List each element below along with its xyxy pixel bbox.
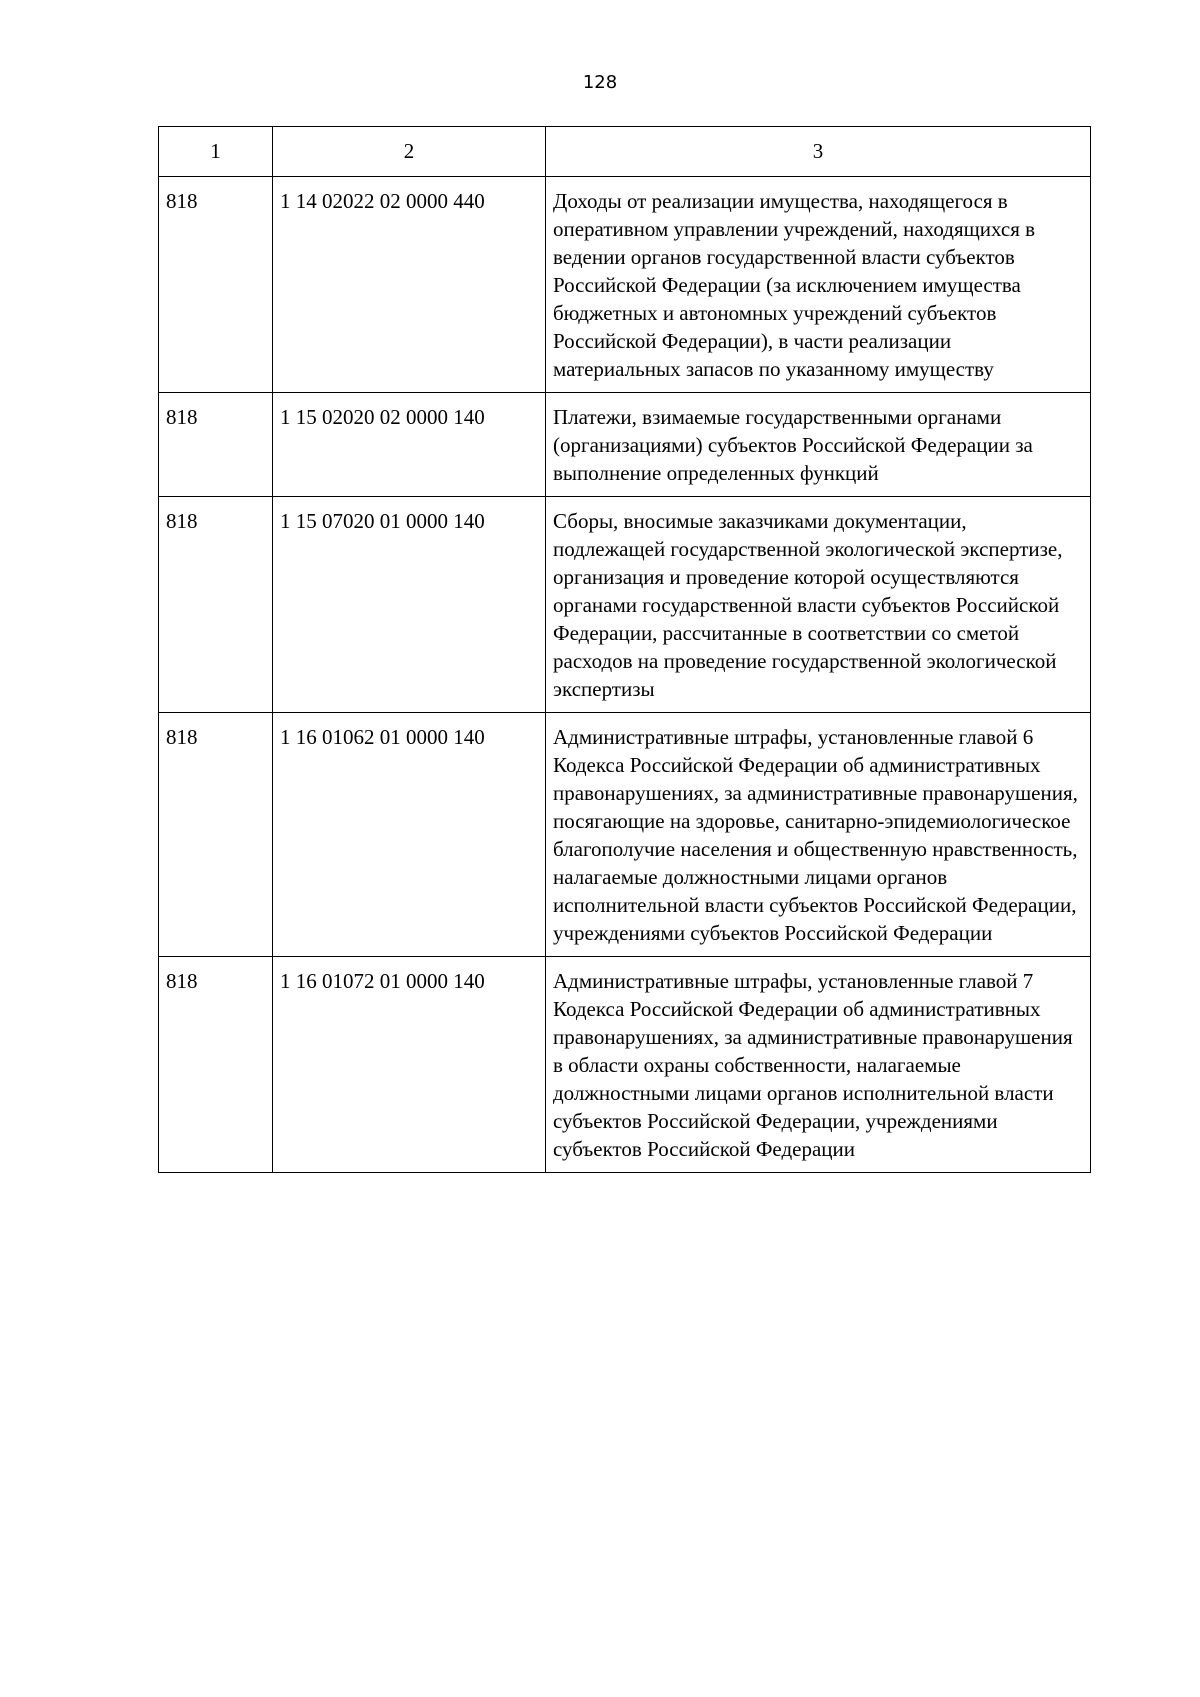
column-header-2: 2 [273,127,546,177]
kbk-code-cell: 1 15 07020 01 0000 140 [273,497,546,713]
table-row [159,497,1091,713]
kbk-code-cell: 1 15 02020 02 0000 140 [273,393,546,497]
table-row [159,957,1091,1173]
column-header-1: 1 [159,127,273,177]
admin-code-cell: 818 [159,177,273,393]
admin-code-cell: 818 [159,497,273,713]
description-cell: Сборы, вносимые заказчиками документации, подлежащей государственной экологической экспертизе, организация и проведение которой осуществляются органами государственной власти субъектов Российской Федерации, рассчитанные в соответствии со сметой расходов на проведение государственной экологической экспертизы [546,497,1091,713]
admin-code-cell: 818 [159,713,273,957]
kbk-code-cell: 1 16 01072 01 0000 140 [273,957,546,1173]
description-cell: Платежи, взимаемые государственными органами (организациями) субъектов Российской Федерации за выполнение определенных функций [546,393,1091,497]
page-number: 128 [582,72,618,93]
admin-code-cell: 818 [159,957,273,1173]
admin-code-cell: 818 [159,393,273,497]
kbk-code-cell: 1 16 01062 01 0000 140 [273,713,546,957]
description-cell: Административные штрафы, установленные главой 6 Кодекса Российской Федерации об административных правонарушениях, за административные правонарушения, посягающие на здоровье, санитарно-эпидемиологическое благополучие населения и общественную нравственность, налагаемые должностными лицами органов исполнительной власти субъектов Российской Федерации, учреждениями субъектов Российской Федерации [546,713,1091,957]
table-row [159,393,1091,497]
description-cell: Доходы от реализации имущества, находящегося в оперативном управлении учреждений, находящихся в ведении органов государственной власти субъектов Российской Федерации (за исключением имущества бюджетных и автономных учреждений субъектов Российской Федерации), в части реализации материальных запасов по указанному имуществу [546,177,1091,393]
table-row [159,177,1091,393]
table-header-row [159,127,1091,177]
table-row [159,713,1091,957]
revenue-classification-table [158,126,1091,1173]
description-cell: Административные штрафы, установленные главой 7 Кодекса Российской Федерации об административных правонарушениях, за административные правонарушения в области охраны собственности, налагаемые должностными лицами органов исполнительной власти субъектов Российской Федерации, учреждениями субъектов Российской Федерации [546,957,1091,1173]
kbk-code-cell: 1 14 02022 02 0000 440 [273,177,546,393]
column-header-3: 3 [546,127,1091,177]
